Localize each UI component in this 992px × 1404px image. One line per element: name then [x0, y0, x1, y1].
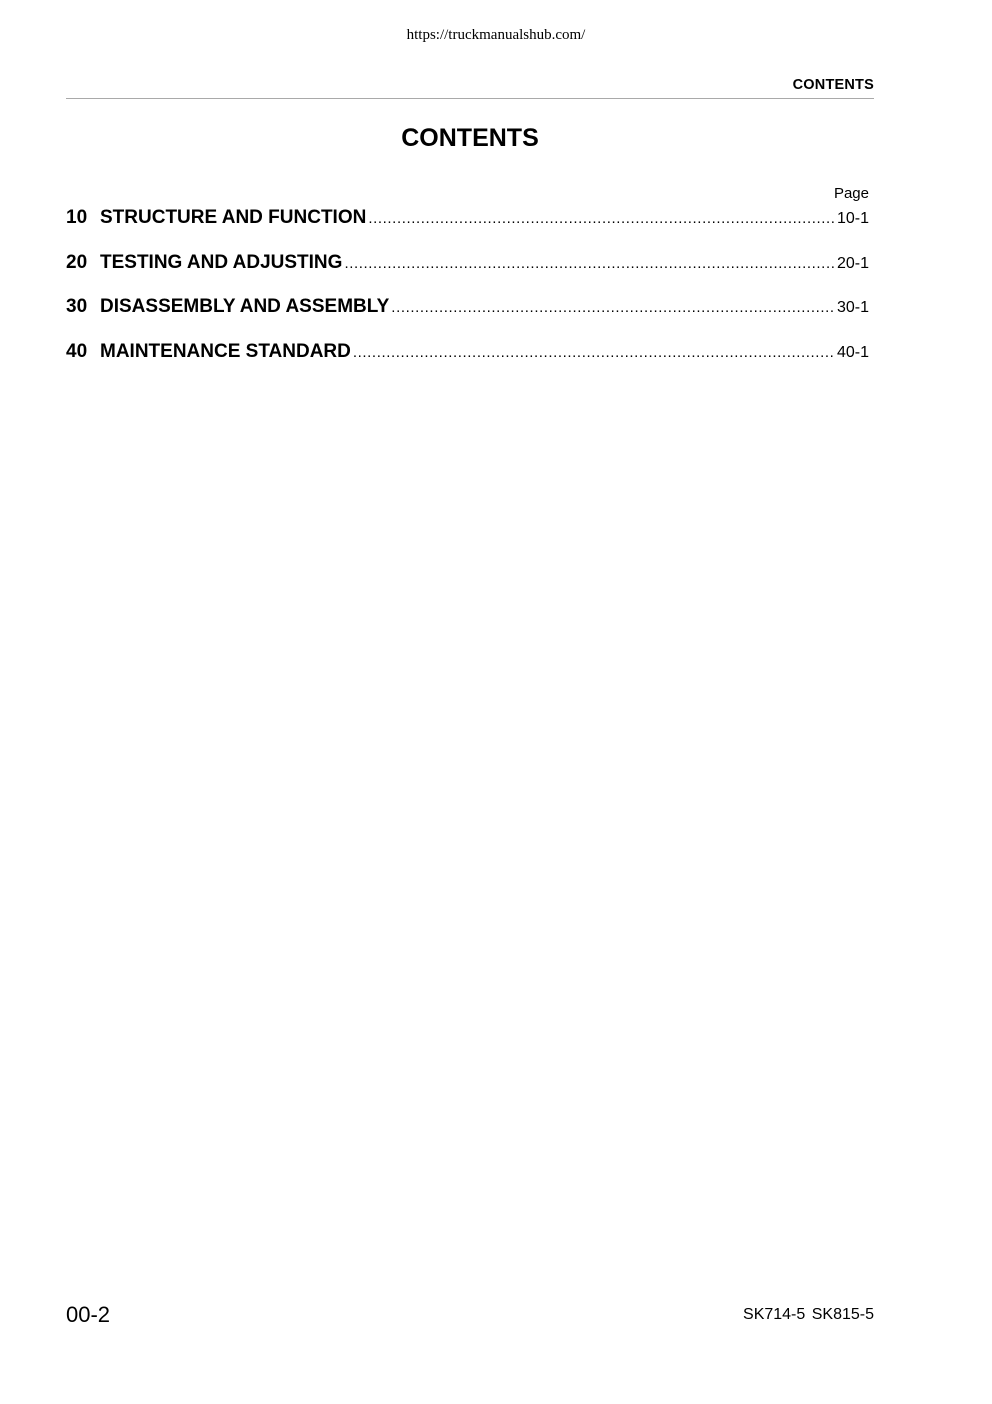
table-of-contents	[66, 207, 869, 385]
footer-models: SK714-5 SK815-5	[743, 1306, 874, 1323]
toc-entry-testing-and-adjusting[interactable]	[66, 252, 869, 297]
toc-entry-disassembly-and-assembly[interactable]	[66, 296, 869, 341]
dot-leader	[391, 299, 834, 316]
toc-entry-number: 10	[66, 207, 88, 228]
dot-leader	[368, 210, 834, 227]
toc-entry-title: TESTING AND ADJUSTING	[100, 251, 343, 273]
page-column-label: Page	[833, 185, 869, 202]
header-divider	[66, 98, 874, 99]
toc-entry-title: STRUCTURE AND FUNCTION	[100, 207, 367, 228]
toc-entry-title: DISASSEMBLY AND ASSEMBLY	[100, 296, 390, 317]
dot-leader	[353, 344, 834, 361]
page-title: CONTENTS	[401, 124, 539, 152]
toc-entry-structure-and-function[interactable]	[66, 207, 869, 252]
toc-entry-maintenance-standard[interactable]	[66, 341, 869, 386]
toc-entry-page: 10-1	[836, 210, 869, 227]
running-header: CONTENTS	[792, 77, 874, 93]
toc-entry-page: 30-1	[836, 299, 869, 316]
source-url: https://truckmanualshub.com/	[406, 27, 586, 43]
toc-entry-number: 40	[66, 340, 88, 362]
toc-entry-number: 30	[66, 296, 88, 317]
toc-entry-number: 20	[66, 251, 88, 273]
footer-page-number: 00-2	[66, 1302, 111, 1327]
dot-leader	[344, 255, 834, 272]
toc-entry-page: 40-1	[836, 343, 869, 361]
toc-entry-title: MAINTENANCE STANDARD	[100, 340, 351, 362]
toc-entry-page: 20-1	[836, 254, 869, 272]
